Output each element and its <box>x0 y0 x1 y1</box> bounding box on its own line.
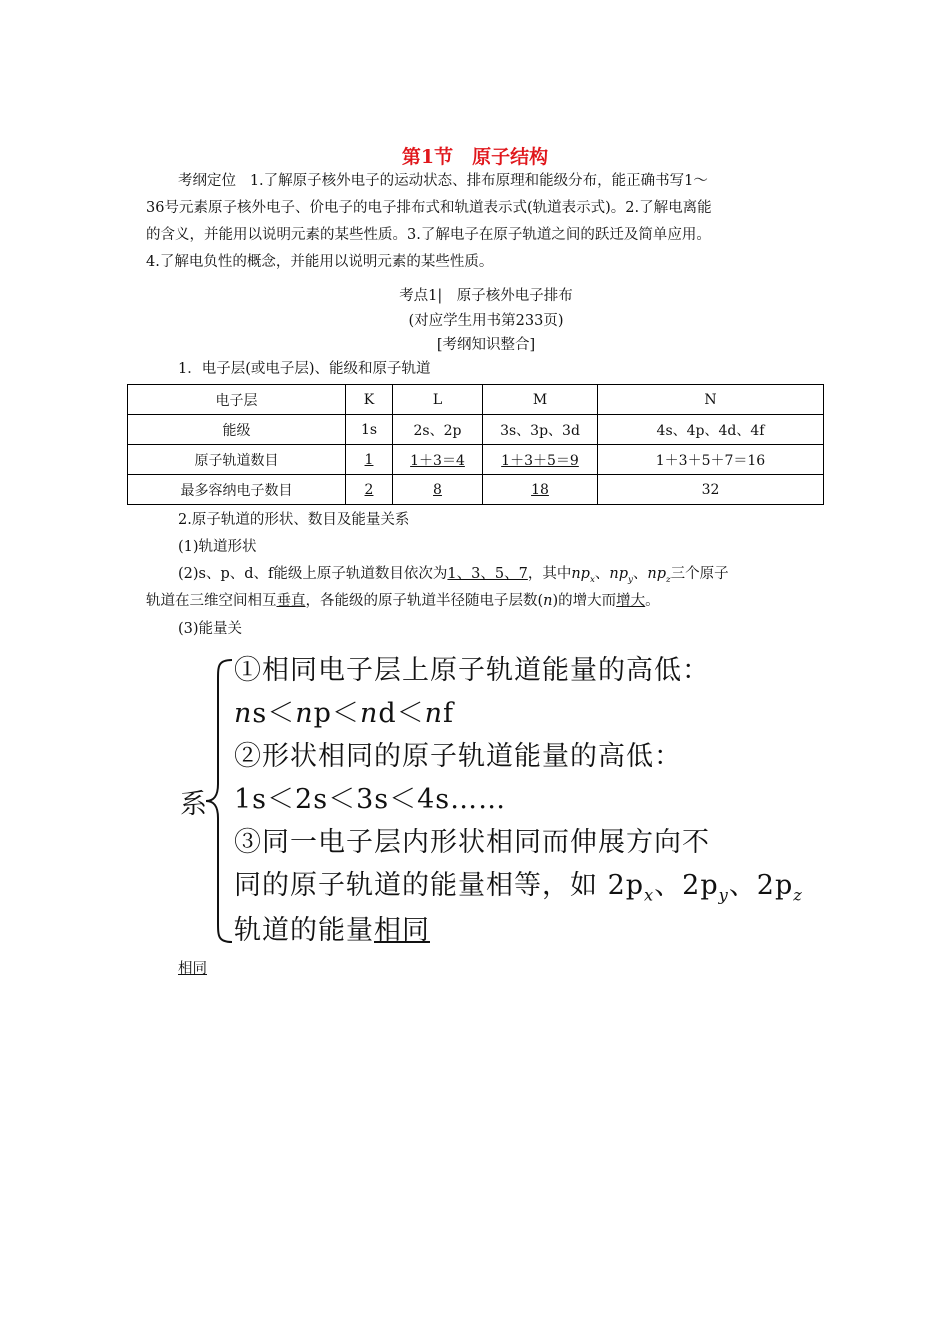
intro-line-1: 考纲定位 1.了解原子核外电子的运动状态、排布原理和能级分布，能正确书写1～ <box>178 173 708 189</box>
table-cell: 8 <box>393 475 483 505</box>
increase: 增大 <box>616 593 646 609</box>
intro-line-3: 的含义，并能用以说明元素的某些性质。3.了解电子在原子轨道之间的跃迁及简单应用。 <box>146 227 711 243</box>
table-row <box>128 475 824 505</box>
energy-rule-1: ①相同电子层上原子轨道能量的高低： <box>234 655 710 686</box>
perpendicular: 垂直 <box>276 593 306 609</box>
table-cell: 电子层 <box>128 385 346 415</box>
energy-rule-1-formula: ns＜np＜nd＜nf <box>234 698 455 729</box>
section-subheading: [考纲知识整合] <box>436 337 536 353</box>
table-cell: 1s <box>346 415 393 445</box>
energy-rule-2-formula: 1s＜2s＜3s＜4s…… <box>234 784 507 815</box>
item2-2-line2: 轨道在三维空间相互垂直，各能级的原子轨道半径随电子层数(n)的增大而增大。 <box>146 593 660 609</box>
table-cell: 32 <box>598 475 824 505</box>
orbital-table <box>127 384 824 505</box>
orbital-counts: 1、3、5、7 <box>447 566 528 582</box>
table-cell: 2s、2p <box>393 415 483 445</box>
table-cell: 4s、4p、4d、4f <box>598 415 824 445</box>
item2-3: (3)能量关 <box>178 621 243 637</box>
item1-title: 1．电子层(或电子层)、能级和原子轨道 <box>178 361 431 377</box>
table-cell: L <box>393 385 483 415</box>
table-cell: 1＋3＝4 <box>393 445 483 475</box>
page-title: 第1节 原子结构 <box>401 146 549 168</box>
energy-rule-2: ②形状相同的原子轨道能量的高低： <box>234 741 682 772</box>
section-heading: 考点1| 原子核外电子排布 <box>399 288 573 304</box>
table-row <box>128 415 824 445</box>
table-cell: 1＋3＋5＝9 <box>483 445 598 475</box>
energy-rule-3-cont: 同的原子轨道的能量相等，如 $2p_x$、$2p_y$、$2p_z$ <box>234 870 803 905</box>
table-cell: N <box>598 385 824 415</box>
table-row <box>128 385 824 415</box>
intro-line-4: 4.了解电负性的概念，并能用以说明元素的某些性质。 <box>146 254 494 270</box>
brace-icon <box>204 656 236 946</box>
item2-1: (1)轨道形状 <box>178 539 257 555</box>
energy-xi-char: 系 <box>180 789 207 820</box>
energy-rule-3-end: 轨道的能量相同 <box>234 915 430 946</box>
intro-label: 考纲定位 <box>178 173 236 189</box>
table-cell: 2 <box>346 475 393 505</box>
table-cell: 1＋3＋5＋7＝16 <box>598 445 824 475</box>
intro-line-2: 36号元素原子核外电子、价电子的电子排布式和轨道表示式(轨道表示式)。2.了解电离能 <box>146 200 712 216</box>
same-energy: 相同 <box>374 915 430 946</box>
table-cell: 最多容纳电子数目 <box>128 475 346 505</box>
table-row <box>128 445 824 475</box>
table-cell: 原子轨道数目 <box>128 445 346 475</box>
table-cell: 1 <box>346 445 393 475</box>
table-cell: 能级 <box>128 415 346 445</box>
item2-2-line1: (2)s、p、d、f能级上原子轨道数目依次为1、3、5、7，其中$np_x$、$np_y$、$np_z$三个原子 <box>178 566 729 585</box>
table-cell: 3s、3p、3d <box>483 415 598 445</box>
energy-rule-3: ③同一电子层内形状相同而伸展方向不 <box>234 827 710 858</box>
table-cell: K <box>346 385 393 415</box>
section-ref: (对应学生用书第233页) <box>408 313 564 329</box>
footer-answer: 相同 <box>178 961 207 977</box>
table-cell: 18 <box>483 475 598 505</box>
item2-title: 2.原子轨道的形状、数目及能量关系 <box>178 512 410 528</box>
table-cell: M <box>483 385 598 415</box>
